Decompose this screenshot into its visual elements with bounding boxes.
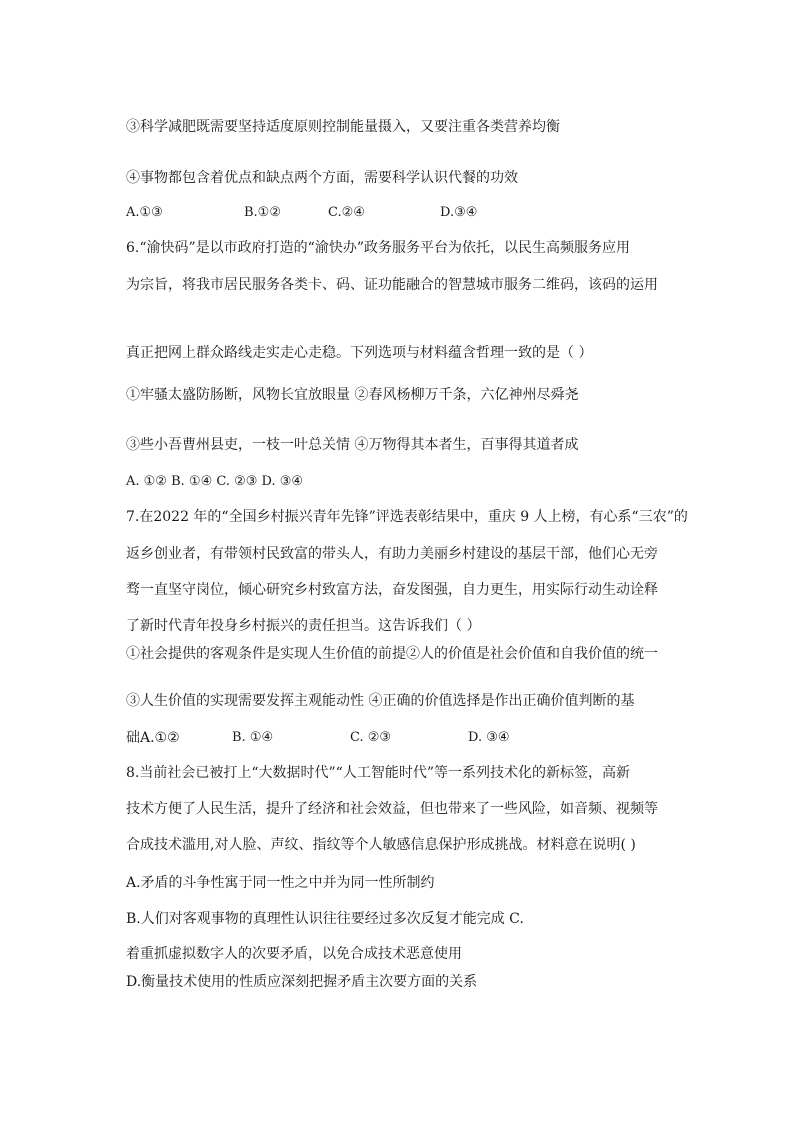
q7-stem-line-1: 7.在2022 年的“全国乡村振兴青年先锋”评选表彰结果中，重庆 9 人上榜，有心系“三农”的 bbox=[126, 509, 688, 525]
q8-stem-line-1: 8.当前社会已被打上“大数据时代”“人工智能时代”等一系列技术化的新标签，高新 bbox=[126, 765, 630, 781]
q7-option-d: D. ③④ bbox=[468, 730, 510, 745]
q8-option-b: B.人们对客观事物的真理性认识往往要经过多次反复才能完成 C. bbox=[126, 911, 524, 927]
q5-option-a: A.①③ bbox=[126, 205, 163, 220]
q8-stem-line-3: 合成技术滥用,对人脸、声纹、指纹等个人敏感信息保护形成挑战。材料意在说明( ) bbox=[126, 837, 636, 853]
q7-items-1-2: ①社会提供的客观条件是实现人生价值的前提②人的价值是社会价值和自我价值的统一 bbox=[126, 646, 658, 662]
q7-items-3-4: ③人生价值的实现需要发挥主观能动性 ④正确的价值选择是作出正确价值判断的基 bbox=[126, 693, 635, 709]
q5-option-b: B.①② bbox=[244, 205, 281, 220]
q7-option-c: C. ②③ bbox=[350, 730, 392, 745]
q7-stem-line-3: 骛一直坚守岗位，倾心研究乡村致富方法，奋发图强，自力更生，用实际行动生动诠释 bbox=[126, 582, 658, 598]
q6-items-1-2: ①牢骚太盛防肠断，风物长宜放眼量 ②春风杨柳万千条，六亿神州尽舜尧 bbox=[126, 387, 579, 403]
q7-stem-line-4: 了新时代青年投身乡村振兴的责任担当。这告诉我们（ ） bbox=[126, 618, 481, 634]
q7-option-b: B. ①④ bbox=[232, 730, 274, 745]
q7-stem-line-2: 返乡创业者，有带领村民致富的带头人，有助力美丽乡村建设的基层干部，他们心无旁 bbox=[126, 546, 658, 562]
q6-options: A. ①② B. ①④ C. ②③ D. ③④ bbox=[126, 474, 304, 489]
q6-stem-line-2: 为宗旨，将我市居民服务各类卡、码、证功能融合的智慧城市服务二维码，该码的运用 bbox=[126, 277, 658, 293]
q6-stem-line-3: 真正把网上群众路线走实走心走稳。下列选项与材料蕴含哲理一致的是（ ） bbox=[126, 345, 593, 361]
q5-option-d: D.③④ bbox=[440, 205, 478, 220]
q6-stem-line-1: 6.“渝快码”是以市政府打造的“渝快办”政务服务平台为依托，以民生高频服务应用 bbox=[126, 240, 630, 256]
q5-item-4: ④事物都包含着优点和缺点两个方面，需要科学认识代餐的功效 bbox=[126, 170, 518, 186]
q8-option-c: 着重抓虚拟数字人的次要矛盾，以免合成技术恶意使用 bbox=[126, 946, 462, 962]
q8-stem-line-2: 技术方便了人民生活，提升了经济和社会效益，但也带来了一些风险，如音频、视频等 bbox=[126, 801, 658, 817]
q8-option-d: D.衡量技术使用的性质应深刻把握矛盾主次要方面的关系 bbox=[126, 974, 478, 990]
q8-option-a: A.矛盾的斗争性寓于同一性之中并为同一性所制约 bbox=[126, 875, 435, 891]
q5-item-3: ③科学减肥既需要坚持适度原则控制能量摄入，又要注重各类营养均衡 bbox=[126, 119, 560, 135]
q5-option-c: C.②④ bbox=[328, 205, 365, 220]
q7-option-a: 础A.①② bbox=[126, 730, 180, 746]
q6-items-3-4: ③些小吾曹州县吏，一枝一叶总关情 ④万物得其本者生，百事得其道者成 bbox=[126, 437, 579, 453]
